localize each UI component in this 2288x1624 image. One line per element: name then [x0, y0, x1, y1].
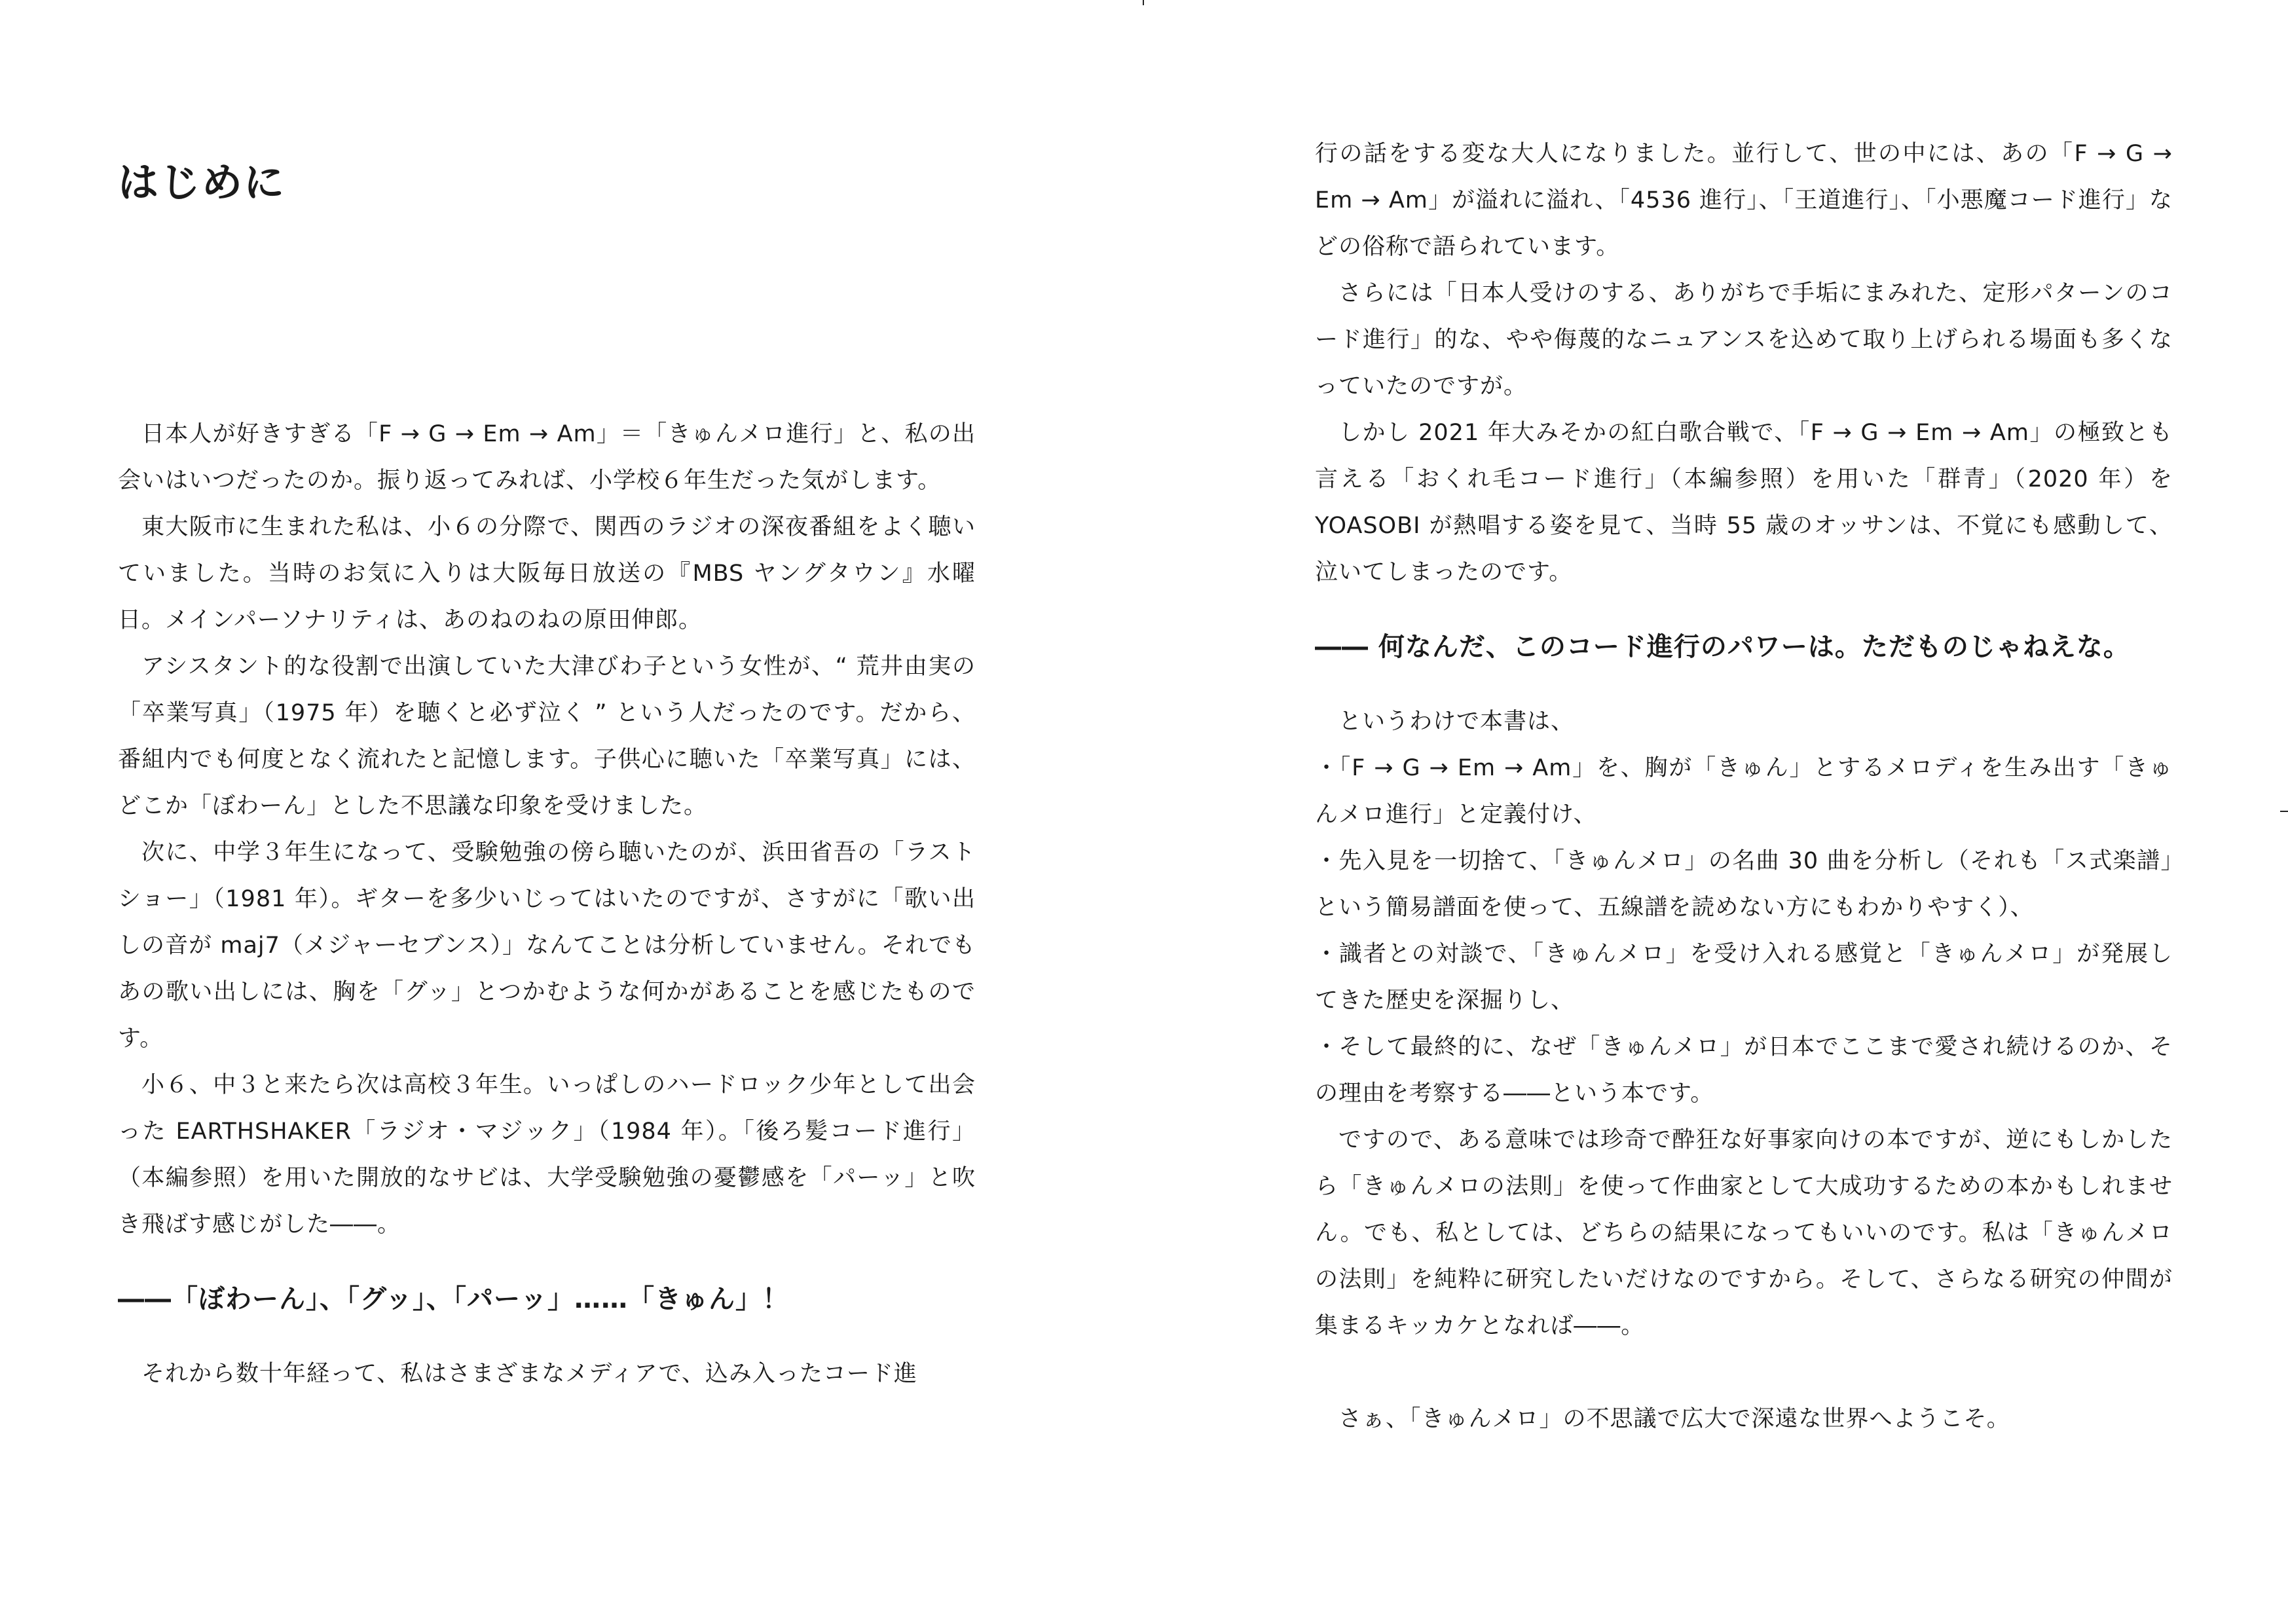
list-item: ・識者との対談で、「きゅんメロ」を受け入れる感覚と「きゅんメロ」が発展してきた歴史を深掘りし、: [1315, 941, 2173, 1014]
paragraph: 小６、中３と来たら次は高校３年生。いっぱしのハードロック少年として出会った EARTHSHAKER「ラジオ・マジック」（1984 年）。「後ろ髪コード進行」（本編参照）を用いた開放的なサビは、大学受験勉強の憂鬱感を「パーッ」と吹き飛ばす感じがした――。: [118, 1072, 976, 1238]
section-heading: ――「ぼわーん」、「グッ」、「パーッ」……「きゅん」！: [118, 1284, 789, 1314]
paragraph: ですので、ある意味では珍奇で酔狂な好事家向けの本ですが、逆にもしかしたら「きゅんメロの法則」を使って作曲家として大成功するための本かもしれません。でも、私としては、どちらの結果になってもいいのです。私は「きゅんメロの法則」を純粋に研究したいだけなのですから。そして、さらなる研究の仲間が集まるキッカケとなれば――。: [1315, 1127, 2173, 1339]
list-item: ・そして最終的に、なぜ「きゅんメロ」が日本でここまで愛され続けるのか、その理由を考察する――という本です。: [1315, 1034, 2173, 1107]
list-item: ・先入見を一切捨て、「きゅんメロ」の名曲 30 曲を分析し（それも「ス式楽譜」という簡易譜面を使って、五線譜を読めない方にもわかりやすく）、: [1315, 848, 2173, 921]
page-title: はじめに: [118, 158, 286, 206]
section-heading: ―― 何なんだ、このコード進行のパワーは。ただものじゃねえな。: [1315, 632, 2130, 662]
crop-mark: [2280, 811, 2288, 812]
paragraph: 日本人が好きすぎる「F → G → Em → Am」＝「きゅんメロ進行」と、私の出会いはいつだったのか。振り返ってみれば、小学校６年生だった気がします。: [118, 421, 976, 494]
paragraph: 次に、中学３年生になって、受験勉強の傍ら聴いたのが、浜田省吾の「ラストショー」（1981 年）。ギターを多少いじってはいたのですが、さすがに「歌い出しの音が maj7（メジャーセブンス）」なんてことは分析していません。それでもあの歌い出しには、胸を「グッ」とつかむような何かがあることを感じたものです。: [118, 840, 976, 1052]
right-page: [1144, 0, 2288, 1624]
spacer: [1315, 1350, 2173, 1396]
paragraph: アシスタント的な役割で出演していた大津びわ子という女性が、“ 荒井由実の「卒業写真」（1975 年）を聴くと必ず泣く ” という人だったのです。だから、番組内でも何度となく流れたと記憶します。子供心に聴いた「卒業写真」には、どこか「ぼわーん」とした不思議な印象を受けました。: [118, 654, 976, 819]
paragraph: それから数十年経って、私はさまざまなメディアで、込み入ったコード進: [141, 1361, 917, 1387]
paragraph: というわけで本書は、: [1338, 709, 1575, 735]
paragraph: 行の話をする変な大人になりました。並行して、世の中には、あの「F → G → Em → Am」が溢れに溢れ、「4536 進行」、「王道進行」、「小悪魔コード進行」などの俗称で語られています。: [1315, 141, 2173, 260]
paragraph: 東大阪市に生まれた私は、小６の分際で、関西のラジオの深夜番組をよく聴いていました。当時のお気に入りは大阪毎日放送の『MBS ヤングタウン』水曜日。メインパーソナリティは、あのねのねの原田伸郎。: [118, 514, 976, 633]
closing-paragraph: さぁ、「きゅんメロ」の不思議で広大で深遠な世界へようこそ。: [1338, 1406, 2010, 1432]
crop-mark: [1143, 0, 1144, 5]
list-item: ・「F → G → Em → Am」を、胸が「きゅん」とするメロディを生み出す「きゅんメロ進行」と定義付け、: [1315, 755, 2173, 828]
paragraph: さらには「日本人受けのする、ありがちで手垢にまみれた、定形パターンのコード進行」的な、やや侮蔑的なニュアンスを込めて取り上げられる場面も多くなっていたのですが。: [1315, 280, 2173, 399]
left-body-text: [118, 411, 976, 1397]
right-body-text: [1315, 131, 2173, 1443]
paragraph: しかし 2021 年大みそかの紅白歌合戦で、「F → G → Em → Am」の極致とも言える「おくれ毛コード進行」（本編参照）を用いた「群青」（2020 年）を YOASOBI が熱唱する姿を見て、当時 55 歳のオッサンは、不覚にも感動して、泣いてしまったのです。: [1315, 420, 2173, 585]
